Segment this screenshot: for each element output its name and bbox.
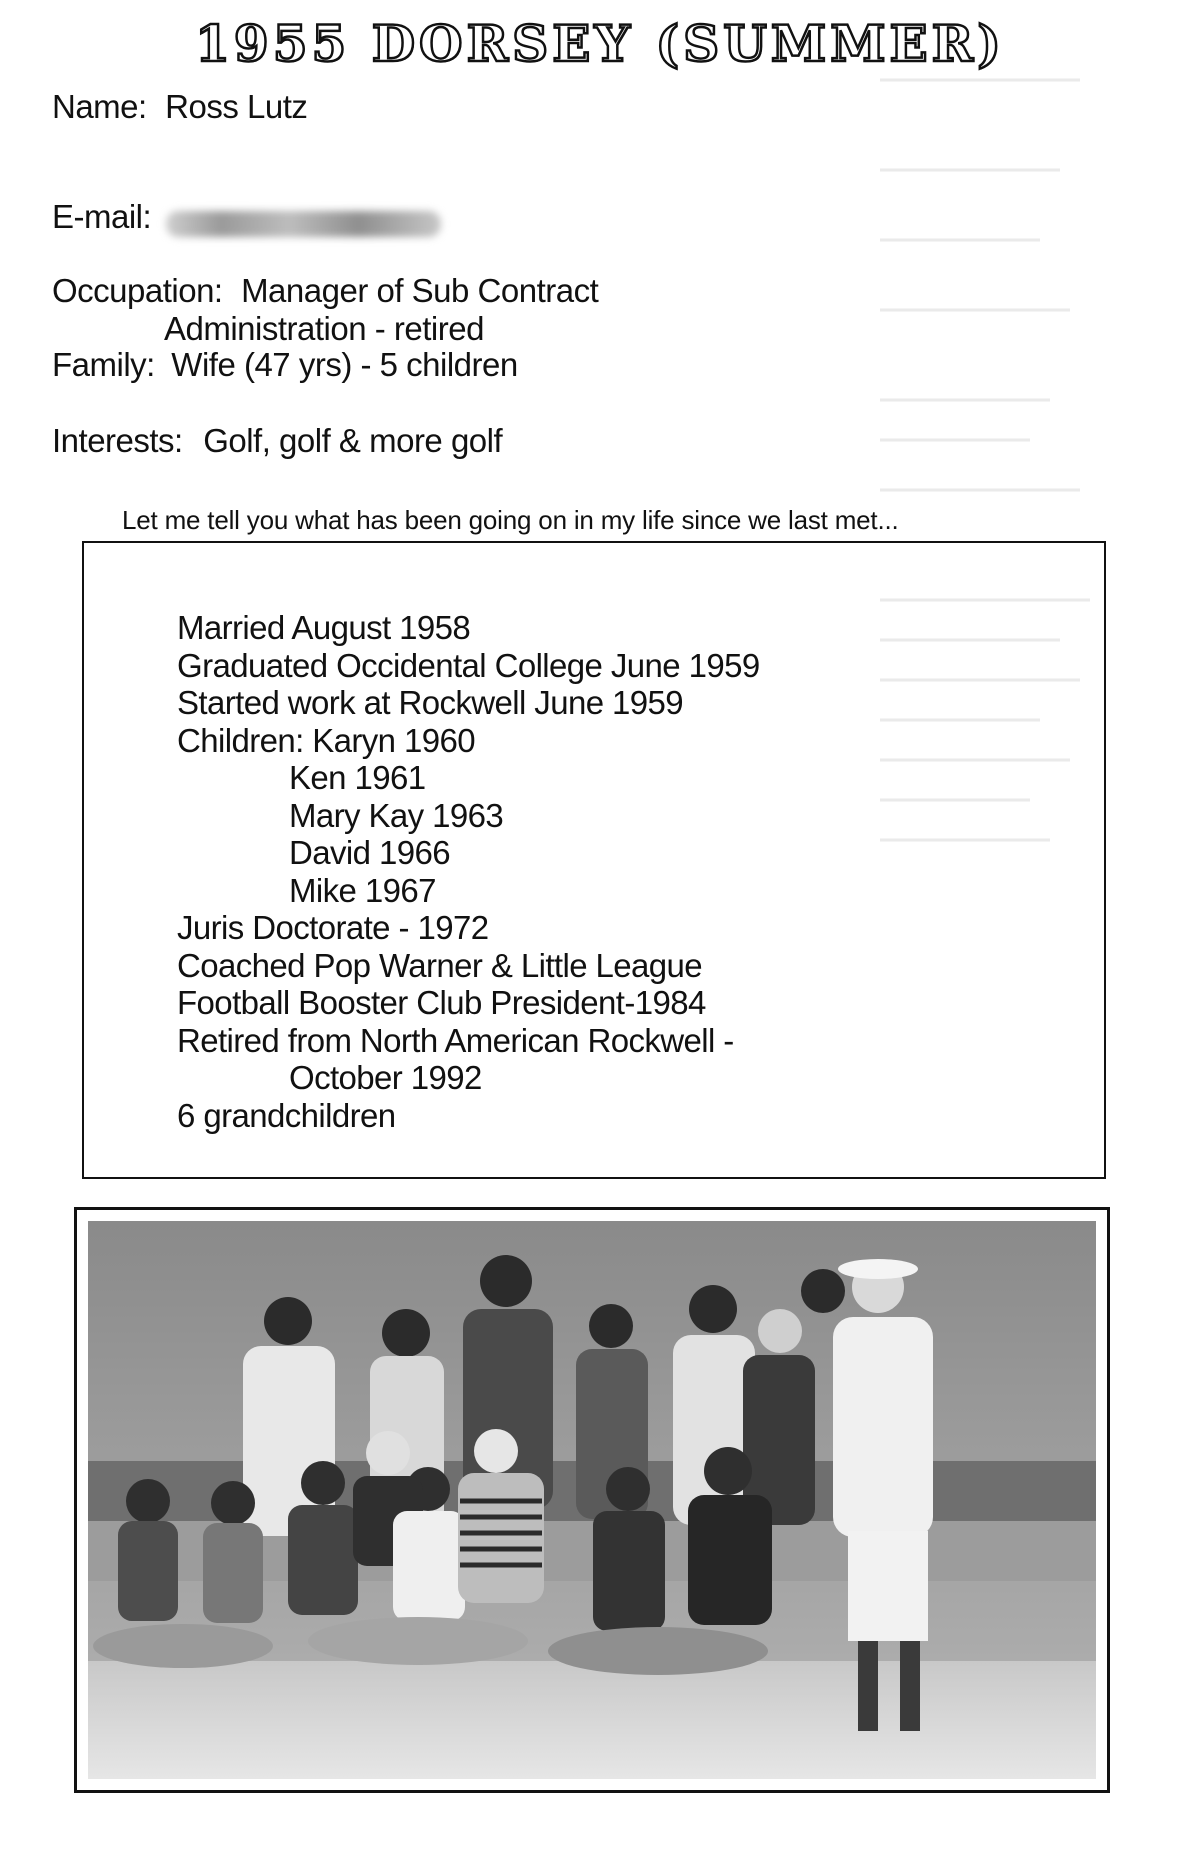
story-intro: Let me tell you what has been going on in my life since we last met... [122, 505, 899, 535]
family-row [52, 346, 518, 384]
life-events-list [177, 609, 760, 1134]
family-photo-frame [74, 1207, 1110, 1793]
list-item: Football Booster Club President-1984 [177, 984, 706, 1021]
interests-value: Golf, golf & more golf [203, 422, 503, 459]
name-row [52, 88, 307, 126]
email-row [52, 198, 441, 237]
list-item: Mike 1967 [289, 871, 436, 909]
list-item: Children: Karyn 1960 [177, 721, 476, 759]
life-events-box [82, 541, 1106, 1179]
occupation-row [52, 272, 598, 348]
list-item: Graduated Occidental College June 1959 [177, 646, 760, 684]
family-label: Family: [52, 346, 155, 383]
list-item: 6 grandchildren [177, 1096, 396, 1134]
family-value: Wife (47 yrs) - 5 children [171, 346, 518, 383]
occupation-value-line2: Administration - retired [164, 310, 484, 347]
list-item: Juris Doctorate - 1972 [177, 909, 489, 946]
list-item: Mary Kay 1963 [289, 796, 504, 834]
list-item: Coached Pop Warner & Little League [177, 946, 703, 984]
page-title: 1955 DORSEY (SUMMER) [195, 14, 1005, 73]
list-item: Started work at Rockwell June 1959 [177, 684, 684, 721]
family-beach-photo [88, 1221, 1096, 1779]
redacted-email [166, 211, 441, 237]
list-item: David 1966 [289, 834, 450, 871]
occupation-label: Occupation: [52, 272, 223, 309]
name-label: Name: [52, 88, 147, 125]
list-item: October 1992 [289, 1059, 482, 1096]
occupation-value-line1: Manager of Sub Contract [241, 272, 599, 309]
list-item: Married August 1958 [177, 609, 471, 646]
name-value: Ross Lutz [165, 88, 308, 125]
interests-label: Interests: [52, 422, 183, 459]
interests-row [52, 422, 502, 460]
list-item: Ken 1961 [289, 759, 426, 796]
email-label: E-mail: [52, 198, 152, 235]
list-item: Retired from North American Rockwell - [177, 1021, 734, 1059]
